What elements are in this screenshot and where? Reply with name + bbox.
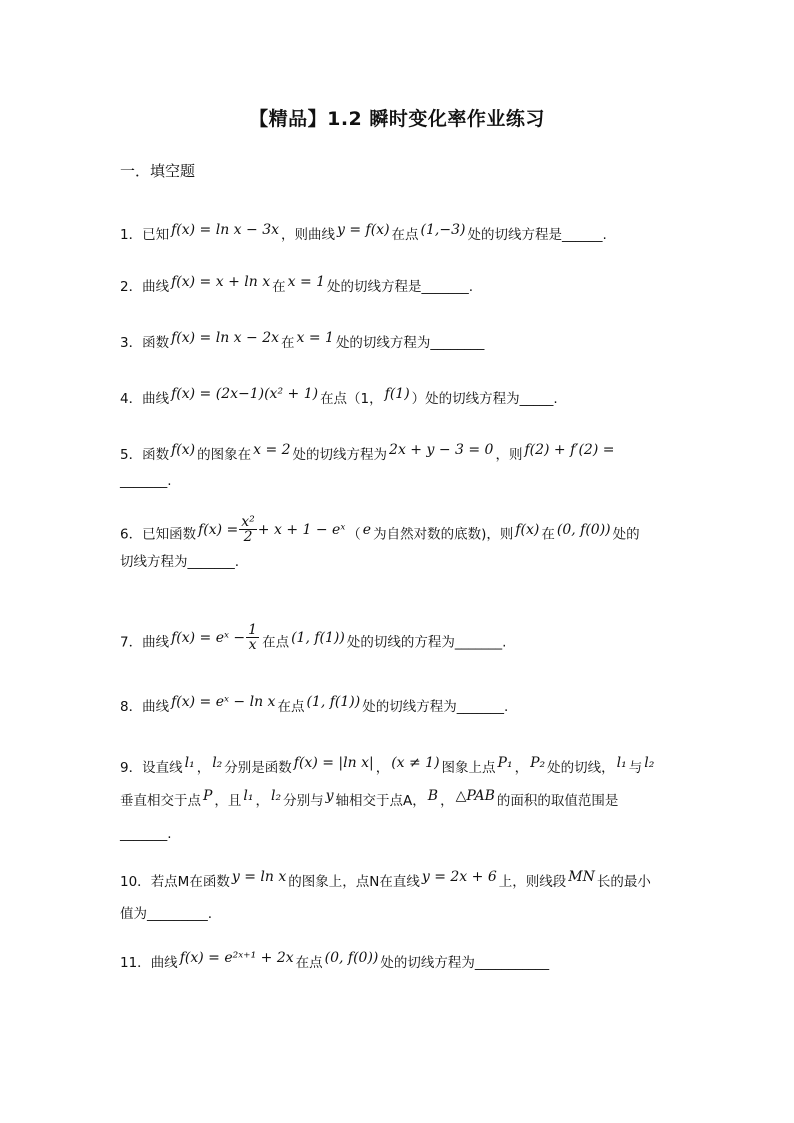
text: 已知 bbox=[142, 227, 170, 243]
text: 处的切线方程为_______. bbox=[362, 699, 509, 715]
formula: l₁ bbox=[616, 755, 627, 771]
denominator: 2 bbox=[243, 529, 253, 545]
text: 在 bbox=[541, 526, 555, 543]
text: 处的切线的方程为_______. bbox=[346, 634, 507, 651]
question-11 bbox=[120, 950, 680, 976]
formula: f(1) bbox=[384, 386, 410, 402]
formula: l₂ bbox=[271, 788, 282, 804]
text: 曲线 bbox=[150, 955, 178, 971]
formula: (x ≠ 1) bbox=[391, 755, 440, 771]
formula: y = 2x + 6 bbox=[421, 869, 497, 885]
question-6 bbox=[120, 514, 680, 575]
text: 上，则线段 bbox=[498, 874, 567, 890]
text: 的面积的取值范围是 bbox=[496, 793, 619, 809]
text: 在 bbox=[281, 335, 295, 351]
text: 在点 bbox=[295, 955, 323, 971]
question-3 bbox=[120, 330, 680, 356]
text: 处的 bbox=[612, 526, 640, 543]
text: 已知函数 bbox=[142, 526, 197, 543]
answer-blank: 切线方程为_______. bbox=[120, 554, 240, 570]
formula: P₂ bbox=[530, 755, 546, 771]
text: 分别是函数 bbox=[224, 760, 292, 776]
text: ，则曲线 bbox=[281, 227, 335, 243]
question-number: 6． bbox=[120, 526, 143, 543]
formula: MN bbox=[568, 869, 595, 885]
text: 的图象在 bbox=[197, 447, 252, 463]
formula: P₁ bbox=[497, 755, 513, 771]
text: ，则 bbox=[495, 447, 523, 463]
question-1 bbox=[120, 222, 680, 248]
formula: (0, f(0)) bbox=[324, 950, 379, 966]
numerator: x² bbox=[241, 514, 255, 530]
formula: f(x) = x + ln x bbox=[171, 274, 271, 290]
question-4 bbox=[120, 386, 680, 412]
question-number: 7． bbox=[120, 634, 143, 651]
text: 曲线 bbox=[142, 634, 170, 651]
question-number: 8． bbox=[120, 699, 143, 715]
formula: (1,−3) bbox=[420, 222, 466, 238]
text: 处的切线方程是______. bbox=[467, 227, 607, 243]
question-5 bbox=[120, 442, 680, 494]
question-9 bbox=[120, 752, 680, 851]
text: 曲线 bbox=[142, 279, 170, 295]
text: 处的切线， bbox=[547, 760, 615, 776]
answer-blank: 值为_________. bbox=[120, 906, 213, 922]
formula: l₂ bbox=[212, 755, 223, 771]
text: 图象上点 bbox=[441, 760, 496, 776]
formula: x = 2 bbox=[253, 442, 291, 458]
question-7 bbox=[120, 622, 680, 657]
text: 在点（1， bbox=[320, 391, 383, 407]
question-10 bbox=[120, 866, 680, 930]
formula-part: f(x) = bbox=[198, 521, 239, 538]
question-2 bbox=[120, 274, 680, 300]
text: ，且 bbox=[214, 793, 242, 809]
formula bbox=[171, 622, 260, 653]
formula: 2x + y − 3 = 0 bbox=[389, 442, 494, 458]
formula: B bbox=[427, 788, 439, 804]
text: 函数 bbox=[142, 335, 170, 351]
formula: f(x) = ln x − 3x bbox=[171, 222, 279, 238]
formula: f(x) = ln x − 2x bbox=[171, 330, 279, 346]
text: 处的切线方程是_______. bbox=[327, 279, 474, 295]
denominator: x bbox=[248, 637, 257, 653]
formula: (1, f(1)) bbox=[306, 694, 361, 710]
formula: (1, f(1)) bbox=[291, 629, 345, 646]
text: 函数 bbox=[142, 447, 170, 463]
formula: y = ln x bbox=[231, 869, 287, 885]
answer-blank: _______. bbox=[120, 826, 172, 842]
formula: f(x) = (2x−1)(x² + 1) bbox=[171, 386, 319, 402]
section-heading: 一．填空题 bbox=[120, 162, 196, 180]
text: ）处的切线方程为_____. bbox=[411, 391, 558, 407]
text: ， bbox=[255, 793, 270, 809]
text: ， bbox=[514, 760, 529, 776]
text: ， bbox=[196, 760, 211, 776]
text: 在点 bbox=[391, 227, 419, 243]
text: 分别与 bbox=[283, 793, 324, 809]
text: ， bbox=[440, 793, 454, 809]
formula: l₁ bbox=[184, 755, 195, 771]
text: 轴相交于点A， bbox=[335, 793, 426, 809]
question-number: 4． bbox=[120, 391, 143, 407]
question-8 bbox=[120, 694, 680, 720]
question-number: 2． bbox=[120, 279, 143, 295]
text: 处的切线方程为 bbox=[292, 447, 388, 463]
numerator: 1 bbox=[248, 622, 258, 638]
question-number: 1． bbox=[120, 227, 143, 243]
text: 若点M在函数 bbox=[150, 874, 230, 890]
text: 处的切线方程为___________ bbox=[380, 955, 550, 971]
formula: f(2) + f′(2) = bbox=[524, 442, 615, 458]
formula-part: f(x) = eˣ − bbox=[171, 629, 246, 646]
question-number: 5． bbox=[120, 447, 143, 463]
formula: △PAB bbox=[455, 788, 495, 804]
formula: (0, f(0)) bbox=[556, 521, 611, 538]
text: 在 bbox=[272, 279, 286, 295]
text: 在点 bbox=[277, 699, 305, 715]
formula: x = 1 bbox=[287, 274, 326, 290]
text: 与 bbox=[628, 760, 643, 776]
formula bbox=[198, 514, 346, 545]
formula: l₂ bbox=[644, 755, 655, 771]
formula: e bbox=[362, 521, 372, 538]
text: 垂直相交于点 bbox=[120, 793, 201, 809]
formula: f(x) = |ln x| bbox=[293, 755, 374, 771]
text: 处的切线方程为________ bbox=[335, 335, 485, 351]
question-number: 9． bbox=[120, 760, 143, 776]
text: 曲线 bbox=[142, 391, 170, 407]
formula: P bbox=[203, 788, 213, 804]
formula: f(x) bbox=[171, 442, 196, 458]
text: 曲线 bbox=[142, 699, 170, 715]
formula-part: + x + 1 − eˣ bbox=[257, 521, 346, 538]
text: ， bbox=[375, 760, 390, 776]
question-number: 10． bbox=[120, 874, 151, 890]
text: 为自然对数的底数)，则 bbox=[373, 526, 514, 543]
formula: f(x) = e²ˣ⁺¹ + 2x bbox=[179, 950, 294, 966]
text: 在点 bbox=[262, 634, 290, 651]
question-number: 11． bbox=[120, 955, 151, 971]
formula: y bbox=[325, 788, 334, 804]
text: 的图象上，点N在直线 bbox=[288, 874, 420, 890]
page-title: 【精品】1.2 瞬时变化率作业练习 bbox=[249, 108, 545, 130]
formula: y = f(x) bbox=[337, 222, 390, 238]
question-number: 3． bbox=[120, 335, 143, 351]
text: 设直线 bbox=[142, 760, 183, 776]
formula: l₁ bbox=[243, 788, 254, 804]
formula: f(x) = eˣ − ln x bbox=[171, 694, 276, 710]
text: 长的最小 bbox=[596, 874, 651, 890]
formula: x = 1 bbox=[296, 330, 334, 346]
fraction bbox=[246, 623, 259, 652]
formula: f(x) bbox=[515, 521, 540, 538]
text: （ bbox=[347, 526, 361, 543]
answer-blank: _______. bbox=[120, 473, 172, 489]
fraction bbox=[239, 515, 257, 544]
